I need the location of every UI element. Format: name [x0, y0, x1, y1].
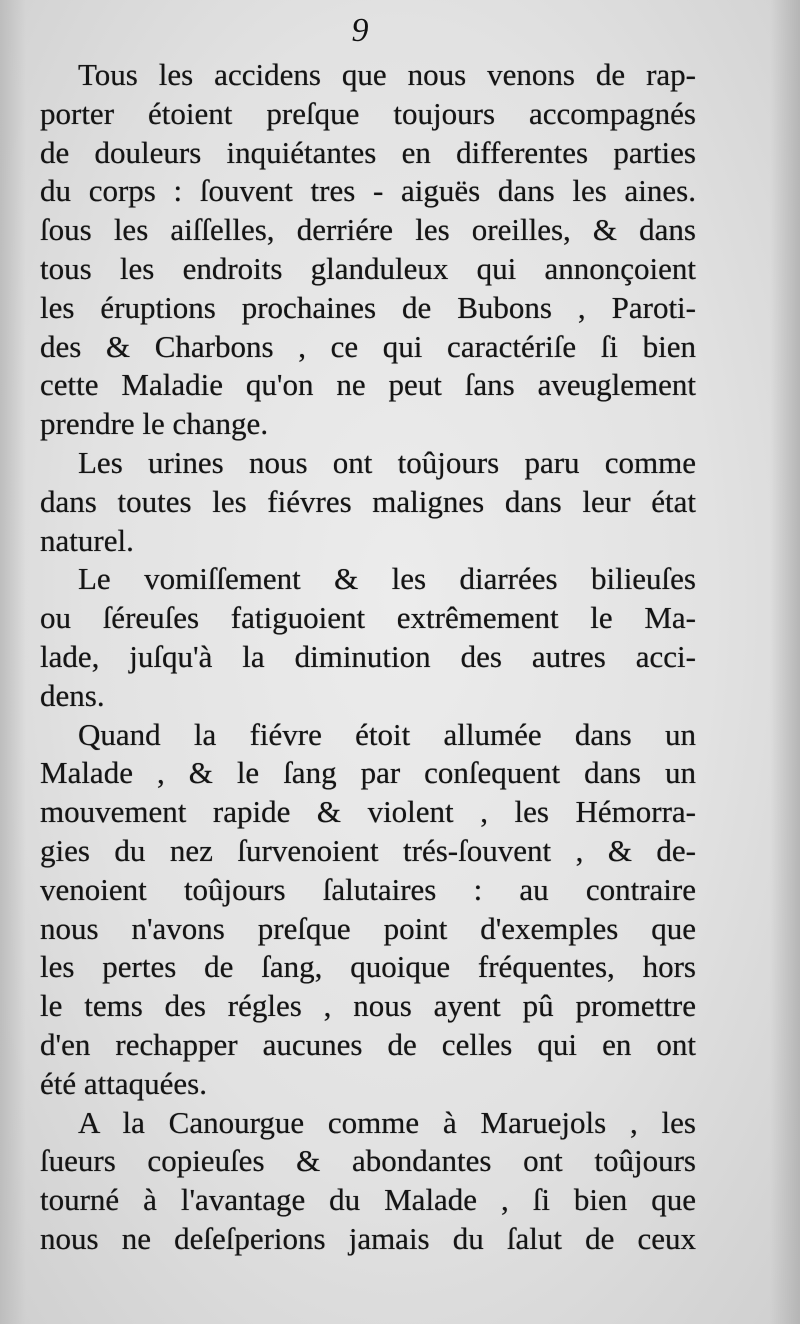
paragraph: [40, 1104, 696, 1259]
paragraph: [40, 560, 696, 715]
text-line: Les urines nous ont toûjours paru comme: [78, 444, 696, 480]
text-line: tous les endroits glanduleux qui annonçoient: [40, 250, 696, 286]
text-line: tourné à l'avantage du Malade , ſi bien que: [40, 1182, 696, 1218]
text-line: ou ſéreuſes fatiguoient extrêmement le Ma-: [40, 600, 696, 636]
page-shadow-left: [0, 0, 26, 1324]
text-line: Le vomiſſement & les diarrées bilieuſes: [78, 561, 696, 597]
paragraph: [40, 56, 696, 444]
page-shadow-right: [770, 0, 800, 1324]
text-line: naturel.: [40, 522, 134, 558]
paragraph: [40, 716, 696, 1104]
text-line: les pertes de ſang, quoique fréquentes, hors: [40, 949, 696, 985]
text-line: prendre le change.: [40, 406, 269, 442]
text-line: le tems des régles , nous ayent pû promettre: [40, 988, 696, 1024]
paragraph: [40, 444, 696, 560]
text-line: nous n'avons preſque point d'exemples que: [40, 910, 696, 946]
text-line: du corps : ſouvent tres - aiguës dans les aines.: [40, 173, 696, 209]
page-number: 9: [351, 12, 369, 49]
body-text: [40, 56, 696, 1259]
text-line: porter étoient preſque toujours accompagnés: [40, 95, 696, 131]
text-line: A la Canourgue comme à Maruejols , les: [78, 1104, 696, 1140]
text-line: ſous les aiſſelles, derriére les oreilles, & dans: [40, 212, 696, 248]
text-line: de douleurs inquiétantes en differentes parties: [40, 134, 696, 170]
text-line: les éruptions prochaines de Bubons , Paroti-: [40, 289, 696, 325]
text-line: des & Charbons , ce qui caractériſe ſi bien: [40, 328, 696, 364]
text-line: d'en rechapper aucunes de celles qui en ont: [40, 1026, 696, 1062]
text-line: nous ne deſeſperions jamais du ſalut de ceux: [40, 1220, 696, 1256]
text-line: ſueurs copieuſes & abondantes ont toûjours: [40, 1143, 696, 1179]
text-line: Malade , & le ſang par conſequent dans un: [40, 755, 696, 791]
text-line: dens.: [40, 677, 105, 713]
text-line: dans toutes les fiévres malignes dans leur état: [40, 483, 696, 519]
text-line: cette Maladie qu'on ne peut ſans aveuglement: [40, 367, 696, 403]
text-line: été attaquées.: [40, 1065, 207, 1101]
text-line: venoient toûjours ſalutaires : au contraire: [40, 871, 696, 907]
text-line: gies du nez ſurvenoient trés-ſouvent , & de-: [40, 832, 696, 868]
text-line: Quand la fiévre étoit allumée dans un: [78, 716, 696, 752]
text-line: Tous les accidens que nous venons de rap-: [78, 57, 696, 92]
text-line: lade, juſqu'à la diminution des autres acci-: [40, 638, 696, 674]
text-line: mouvement rapide & violent , les Hémorra-: [40, 794, 696, 830]
